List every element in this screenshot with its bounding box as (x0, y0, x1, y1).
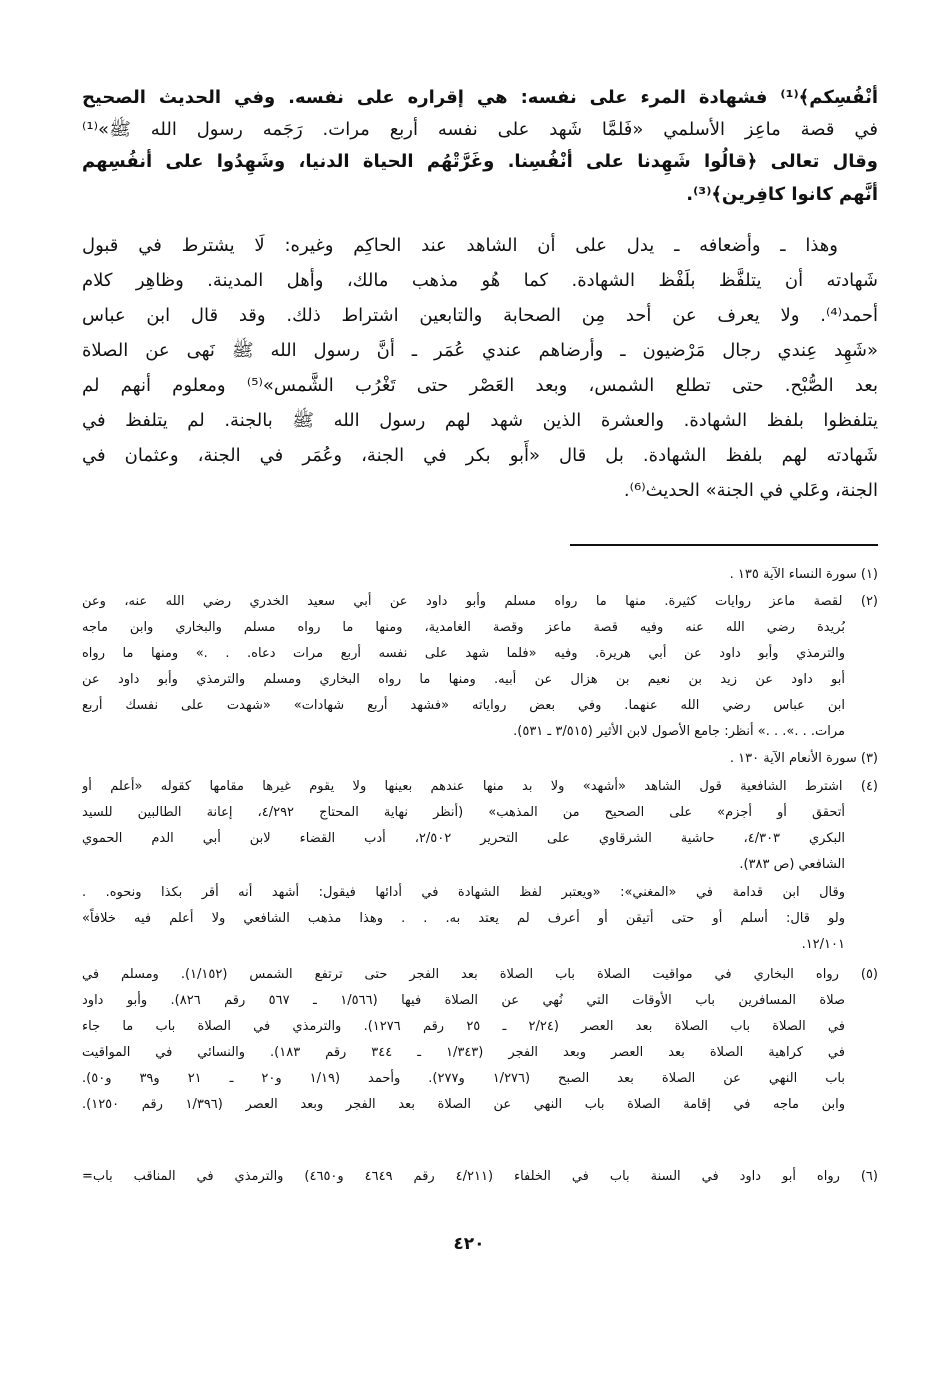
footnote-line: البكري ٤/٣٠٣، حاشية الشرقاوي على التحرير ٢/٥٠٢، أدب القضاء لابن أبي الدم الحموي (82, 831, 845, 846)
text-line: أنَّهم كانوا كافِرين﴾⁽³⁾. (686, 184, 878, 205)
footnote-line: في الصلاة باب الصلاة بعد العصر (٢/٢٤ ـ ٢٥ رقم ١٢٧٦). والترمذي في الصلاة باب ما جاء (82, 1019, 845, 1034)
text-line: وهذا ـ وأضعافه ـ يدل على أن الشاهد عند الحاكِم وغيره: لَا يشترط في قبول (82, 235, 838, 256)
text-line: الجنة، وعَلي في الجنة» الحديث⁽⁶⁾. (623, 480, 878, 501)
text-line: شَهادته أن يتلفَّظ بلَفْظ الشهادة. كما هُو مذهب مالك، وأهل المدينة. وظاهِر كلام (82, 270, 878, 291)
footnote-1: (١) سورة النساء الآية ١٣٥ . (729, 567, 878, 582)
footnote-3: (٣) سورة الأنعام الآية ١٣٠ . (729, 751, 878, 766)
text-line: في قصة ماعِز الأسلمي «فَلمَّا شَهد على نفسه أربع مرات. رَجَمه رسول الله ﷺ»⁽¹⁾ (82, 119, 878, 140)
footnote-separator (570, 544, 878, 546)
footnote-line: صلاة المسافرين باب الأوقات التي نُهي عن الصلاة فيها (١/٥٦٦ ـ ٥٦٧ رقم ٨٢٦). وأبو داود (82, 993, 845, 1008)
footnote-line: ١٢/١٠١. (801, 937, 845, 952)
footnote-line: مرات. . .». . .» أنظر: جامع الأصول لابن الأثير (٣/٥١٥ ـ ٥٣١). (513, 724, 845, 739)
footnote-line: ابن عباس رضي الله عنهما. وفي بعض رواياته «فشهد أربع شهادات» «شهدت على نفسك أربع (82, 698, 845, 713)
footnote-line: الشافعي (ص ٣٨٣). (739, 857, 845, 872)
footnote-line: والترمذي وأبو داود عن أبي هريرة. وفيه «فلما شهد على نفسه أربع مرات دعاه. . .» ومنها ما رواه (82, 646, 845, 661)
text-line: «شَهِد عِندي رجال مَرْضيون ـ وأرضاهم عندي عُمَر ـ أنَّ رسول الله ﷺ نَهى عن الصلاة (82, 340, 878, 361)
footnote-line: بُريدة رضي الله عنه وفيه قصة ماعز وقصة الغامدية، ومنها ما رواه مسلم والبخاري وابن ماجه (82, 620, 845, 635)
text-line: بعد الصُّبْح. حتى تطلع الشمس، وبعد العَصْر حتى تَغْرُب الشَّمس»⁽⁵⁾ ومعلوم أنهم لم (82, 375, 878, 396)
footnote-2: (٢) لقصة ماعز روايات كثيرة. منها ما رواه مسلم وأبو داود عن أبي سعيد الخدري رضي الله عنه، وعن (82, 594, 878, 609)
text-line: وقال تعالى ﴿قالُوا شَهِدنا على أنْفُسِنا. وغَرَّتْهُم الحياة الدنيا، وشَهِدُوا على أنفُسِهم (82, 151, 878, 172)
footnote-line: ولو قال: أسلم أو حتى أتيقن أو أعرف لم يعتد به. . . وهذا مذهب الشافعي ولا أعلم فيه خلافاً» (82, 911, 845, 926)
footnote-5: (٥) رواه البخاري في مواقيت الصلاة باب الصلاة بعد الفجر حتى ترتفع الشمس (١/١٥٢). ومسلم في (82, 967, 878, 982)
text-line: أحمد⁽⁴⁾. ولا يعرف عن أحد مِن الصحابة والتابعين اشتراط ذلك. وقد قال ابن عباس (82, 305, 878, 326)
page-number: ٤٢٠ (453, 1234, 485, 1254)
footnote-4: (٤) اشترط الشافعية قول الشاهد «أشهد» ولا بد منها عندهم بعينها ولا يقوم غيرها مقامها كقوله «أعلم أو (82, 779, 878, 794)
footnote-line: وابن ماجه في إقامة الصلاة باب النهي عن الصلاة بعد الفجر وبعد العصر (١/٣٩٦ رقم ١٢٥٠). (82, 1097, 845, 1112)
text-line: شَهادته لهم بلفظ الشهادة. بل قال «أَبو بكر في الجنة، وعُمَر في الجنة، وعثمان في (82, 445, 878, 466)
footnote-line: أبو داود عن زيد بن نعيم بن هزال عن أبيه. ومنها ما رواه البخاري ومسلم والترمذي وأبو داود عن (82, 672, 845, 687)
footnote-line: وقال ابن قدامة في «المغني»: «ويعتبر لفظ الشهادة في أدائها فيقول: أشهد أنه أقر بكذا ونحوه. . (82, 885, 845, 900)
footnote-line: باب النهي عن الصلاة بعد الصبح (١/٢٧٦ و٢٧٧). وأحمد (١/١٩ و٢٠ ـ ٢١ و٣٩ و٥٠). (82, 1071, 845, 1086)
footnote-line: أتحقق أو أجزم» على الصحيح من المذهب» (أنظر نهاية المحتاج ٤/٢٩٢، إعانة الطالبين للسيد (82, 805, 845, 820)
text-line: يتلفظوا بلفظ الشهادة. والعشرة الذين شهد لهم رسول الله ﷺ بالجنة. لم يتلفظ في (82, 410, 878, 431)
footnote-line: في كراهية الصلاة بعد العصر وبعد الفجر (١/٣٤٣ ـ ٣٤٤ رقم ١٨٣). والنسائي في المواقيت (82, 1045, 845, 1060)
footnote-6: (٦) رواه أبو داود في السنة باب في الخلفاء (٤/٢١١ رقم ٤٦٤٩ و٤٦٥٠) والترمذي في المناقب باب= (82, 1169, 878, 1184)
text-line: أنْفُسِكم﴾⁽¹⁾ فشهادة المرء على نفسه: هي إقراره على نفسه. وفي الحديث الصحيح (82, 87, 878, 108)
